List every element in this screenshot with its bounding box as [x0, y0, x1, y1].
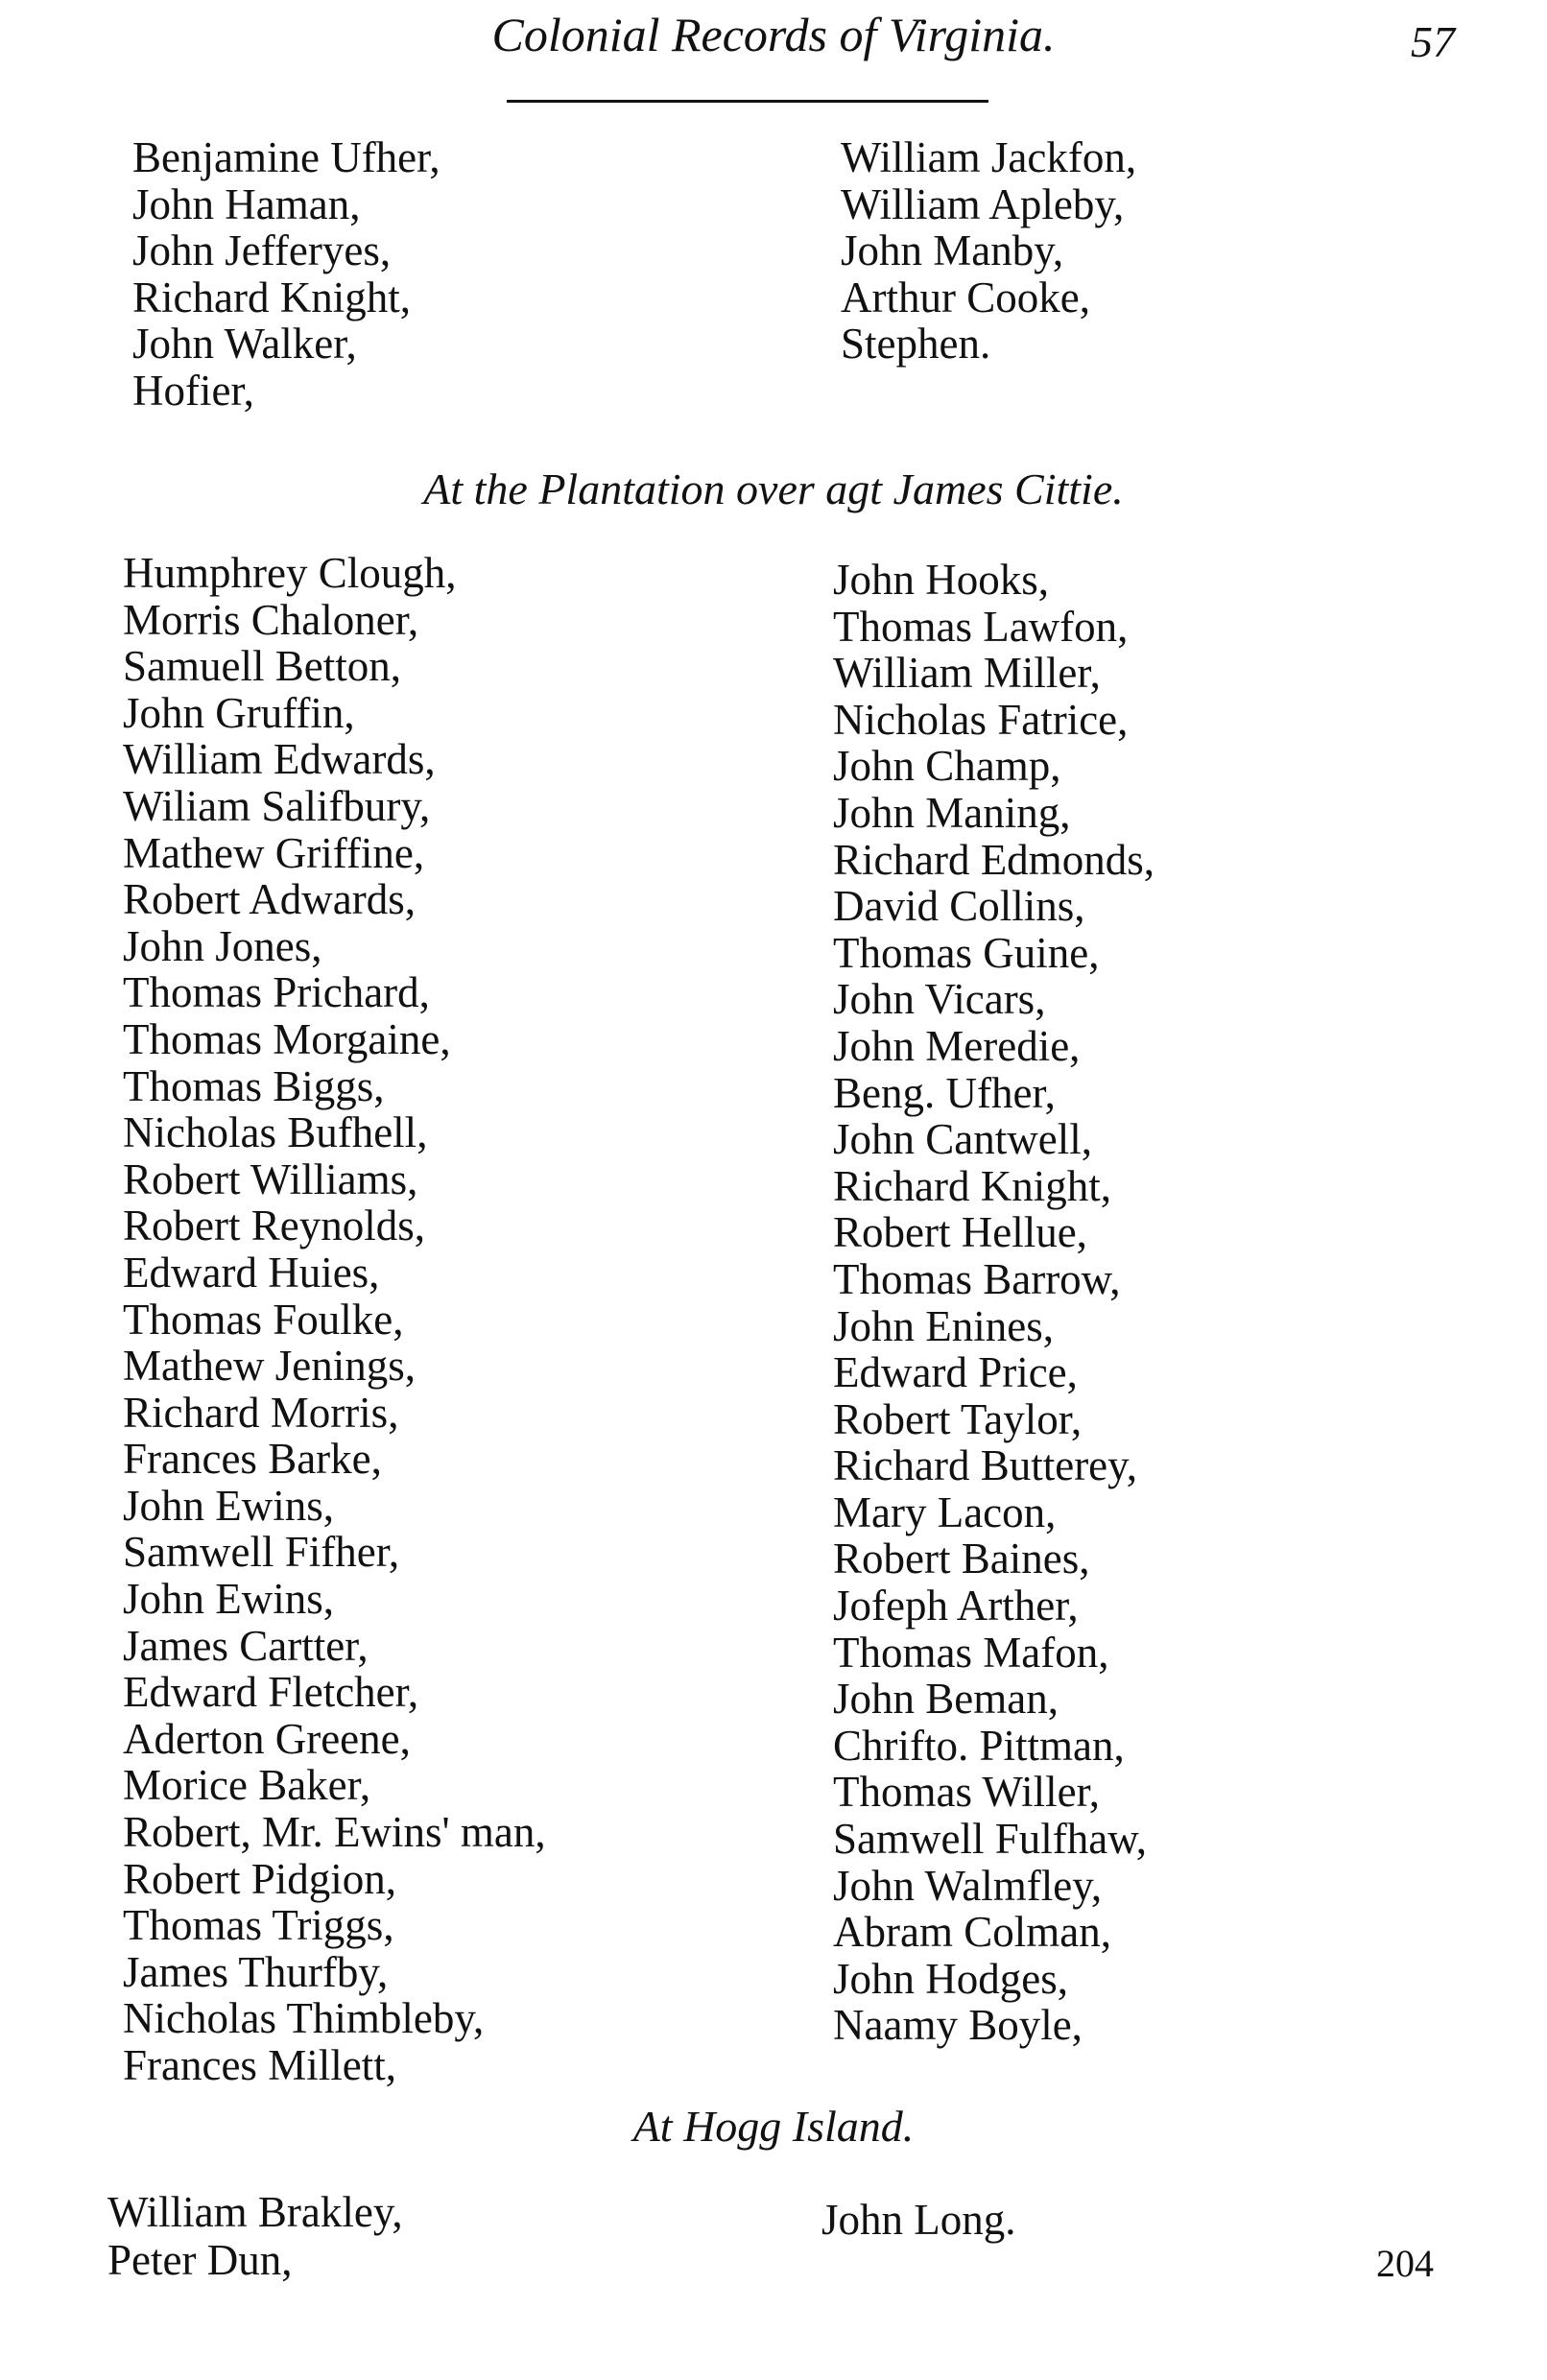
name-entry: Arthur Cooke,	[841, 273, 1090, 321]
hogg-island-right-column	[821, 2196, 1016, 2244]
name-entry: Richard Edmonds,	[833, 835, 1154, 884]
name-entry: Abram Colman,	[833, 1908, 1111, 1957]
group-1-left-column	[132, 134, 440, 415]
signature-mark: 204	[1376, 2242, 1434, 2285]
header-rule	[507, 100, 988, 103]
name-entry: Morice Baker,	[123, 1761, 371, 1810]
name-entry: Mary Lacon,	[833, 1488, 1057, 1536]
name-entry: John Jones,	[123, 921, 322, 970]
name-entry: John Manby,	[841, 226, 1064, 275]
name-entry: John Hodges,	[833, 1954, 1068, 2003]
name-entry: James Thurfby,	[123, 1947, 389, 1996]
name-entry: Richard Morris,	[123, 1388, 399, 1437]
section-heading-hogg-island: At Hogg Island.	[632, 2102, 915, 2151]
name-entry: John Maning,	[833, 788, 1071, 837]
plantation-left-column	[123, 550, 546, 2089]
name-entry: Robert Williams,	[123, 1154, 418, 1203]
name-entry: Richard Butterey,	[833, 1441, 1137, 1490]
name-entry: David Collins,	[833, 882, 1085, 931]
name-entry: John Enines,	[833, 1301, 1054, 1350]
name-entry: Thomas Foulke,	[123, 1295, 404, 1344]
name-entry: Benjamine Ufher,	[132, 133, 440, 181]
name-entry: Edward Price,	[833, 1348, 1078, 1397]
name-entry: Richard Knight,	[132, 273, 411, 321]
name-entry: John Jefferyes,	[132, 226, 392, 275]
name-entry: Nicholas Bufhell,	[123, 1108, 428, 1157]
name-entry: Thomas Barrow,	[833, 1254, 1121, 1303]
name-entry: Jofeph Arther,	[833, 1582, 1079, 1630]
name-entry: Samwell Fulfhaw,	[833, 1815, 1148, 1864]
name-entry: Nicholas Fatrice,	[833, 695, 1129, 744]
name-entry: Robert Baines,	[833, 1535, 1090, 1583]
name-entry: Thomas Biggs,	[123, 1061, 385, 1110]
name-entry: Thomas Prichard,	[123, 968, 430, 1017]
name-entry: John Hooks,	[833, 556, 1050, 604]
name-entry: John Vicars,	[833, 975, 1046, 1024]
name-entry: Thomas Mafon,	[833, 1628, 1109, 1677]
name-entry: John Walker,	[132, 320, 357, 369]
hogg-island-left-column	[107, 2188, 403, 2284]
name-entry: Beng. Ufher,	[833, 1068, 1056, 1117]
name-entry: Wiliam Salifbury,	[123, 781, 431, 830]
name-entry: Naamy Boyle,	[833, 2001, 1083, 2050]
name-entry: John Cantwell,	[833, 1115, 1092, 1164]
name-entry: Robert Reynolds,	[123, 1202, 425, 1250]
name-entry: John Meredie,	[833, 1021, 1081, 1070]
name-entry: William Jackfon,	[841, 133, 1137, 181]
section-heading-plantation: At the Plantation over agt James Cittie.	[423, 464, 1124, 513]
name-entry: John Champ,	[833, 742, 1061, 791]
running-title: Colonial Records of Virginia.	[491, 8, 1056, 61]
name-entry: John Long.	[821, 2196, 1016, 2244]
name-entry: Mathew Jenings,	[123, 1342, 416, 1391]
name-entry: Robert Hellue,	[833, 1208, 1087, 1257]
name-entry: John Beman,	[833, 1675, 1059, 1724]
name-entry: Stephen.	[841, 320, 991, 369]
name-entry: John Gruffin,	[123, 688, 355, 737]
name-entry: James Cartter,	[123, 1621, 369, 1670]
name-entry: Edward Fletcher,	[123, 1668, 419, 1717]
plantation-right-column	[833, 557, 1154, 2049]
name-entry: Frances Millett,	[123, 2041, 396, 2089]
name-entry: Edward Huies,	[123, 1248, 380, 1297]
name-entry: Thomas Willer,	[833, 1768, 1100, 1817]
name-entry: John Ewins,	[123, 1481, 335, 1530]
name-entry: Robert Pidgion,	[123, 1854, 397, 1903]
page-number: 57	[1411, 17, 1455, 66]
name-entry: Robert Taylor,	[833, 1394, 1083, 1443]
name-entry: William Apleby,	[841, 179, 1125, 228]
group-1-right-column	[841, 134, 1136, 368]
name-entry: Humphrey Clough,	[123, 549, 457, 597]
name-entry: Mathew Griffine,	[123, 828, 425, 877]
name-entry: Hofier,	[132, 366, 254, 415]
name-entry: William Miller,	[833, 649, 1101, 698]
name-entry: Thomas Triggs,	[123, 1901, 394, 1950]
name-entry: Richard Knight,	[833, 1161, 1111, 1210]
name-entry: Thomas Morgaine,	[123, 1014, 451, 1063]
name-entry: Frances Barke,	[123, 1435, 382, 1484]
name-entry: William Edwards,	[123, 735, 436, 784]
name-entry: Morris Chaloner,	[123, 595, 419, 644]
name-entry: John Ewins,	[123, 1575, 335, 1624]
name-entry: John Walmfley,	[833, 1861, 1103, 1910]
name-entry: Aderton Greene,	[123, 1714, 411, 1763]
name-entry: Thomas Lawfon,	[833, 602, 1129, 651]
name-entry: William Brakley,	[107, 2188, 403, 2236]
name-entry: Robert, Mr. Ewins' man,	[123, 1808, 546, 1857]
name-entry: Chrifto. Pittman,	[833, 1721, 1125, 1770]
name-entry: John Haman,	[132, 179, 361, 228]
name-entry: Peter Dun,	[107, 2236, 293, 2284]
name-entry: Samuell Betton,	[123, 642, 401, 691]
name-entry: Samwell Fifher,	[123, 1528, 400, 1577]
name-entry: Robert Adwards,	[123, 875, 416, 924]
name-entry: Thomas Guine,	[833, 928, 1100, 977]
name-entry: Nicholas Thimbleby,	[123, 1994, 485, 2043]
